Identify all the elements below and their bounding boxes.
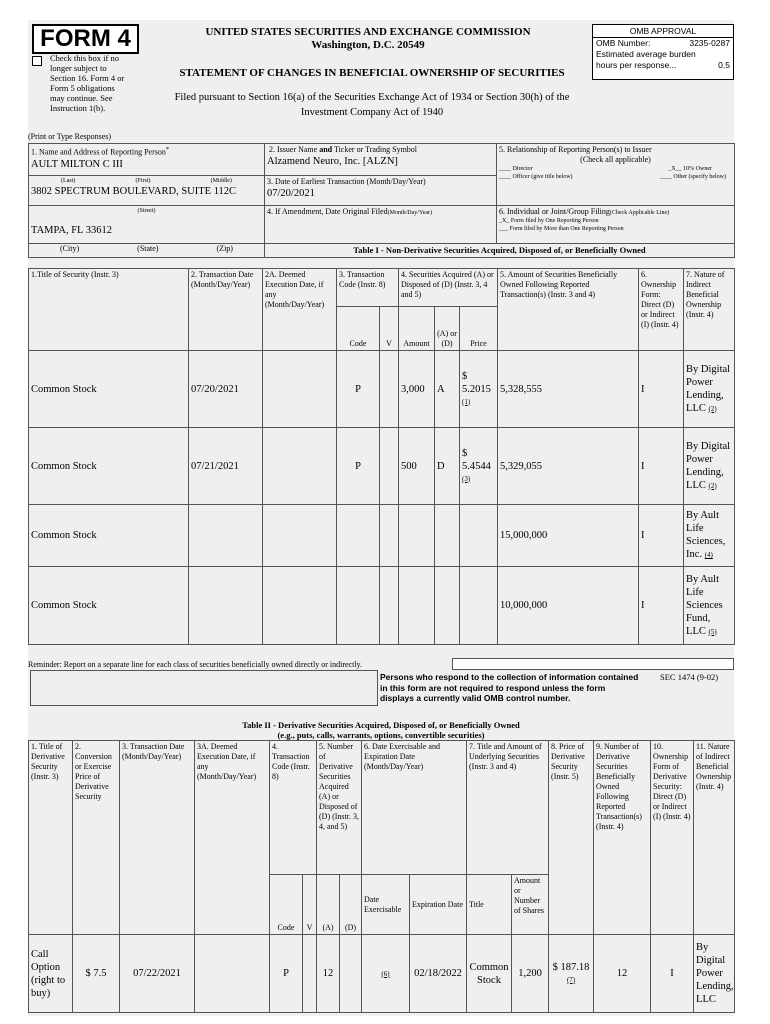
earliest-date-cell: 3. Date of Earliest Transaction (Month/Day/Year) 07/20/2021 bbox=[265, 176, 497, 206]
city-state-zip: TAMPA, FL 33612 bbox=[31, 225, 112, 236]
footnote-link[interactable]: (5) bbox=[708, 627, 717, 636]
t1-header-code: 3. Transaction Code (Instr. 8) bbox=[337, 269, 399, 307]
issuer-cell: 2. Issuer Name and Ticker or Trading Symbol Alzamend Neuro, Inc. [ALZN] bbox=[265, 144, 497, 176]
checkbox-text: Check this box if no longer subject to Section 16. Form 4 or Form 5 obligations may continue. See Instruction 1(b). bbox=[50, 53, 125, 113]
t1-header-owned: 5. Amount of Securities Beneficially Owned Following Reported Transaction(s) (Instr. 3 and 4) bbox=[498, 269, 639, 351]
address-cell: (Last) (First) (Middle) 3802 SPECTRUM BOULEVARD, SUITE 112C bbox=[29, 176, 265, 206]
reporting-info-table bbox=[28, 143, 735, 258]
filed-pursuant: Filed pursuant to Section 16(a) of the Securities Exchange Act of 1934 or Section 30(h) of the Investment Company Act of 1940 bbox=[174, 92, 570, 118]
reporting-person-name: AULT MILTON C III bbox=[31, 158, 123, 170]
footnote-link[interactable]: (6) bbox=[381, 969, 390, 978]
form-title: FORM 4 bbox=[32, 24, 139, 54]
relationship-cell: 5. Relationship of Reporting Person(s) to Issuer (Check all applicable) ____ Director _X__ 10% Owner ____ Officer (give title below) ____ Other (specify below) bbox=[497, 144, 735, 206]
reminder-box bbox=[452, 658, 734, 670]
reporting-person-cell: 1. Name and Address of Reporting Person* AULT MILTON C III bbox=[29, 144, 265, 176]
table-row: Common Stock 07/20/2021 P 3,000 A $ 5.2015 (1) 5,328,555 I By Digital Power Lending, LLC (2) bbox=[29, 351, 735, 428]
t1-header-form: 6. Ownership Form: Direct (D) or Indirect (I) (Instr. 4) bbox=[639, 269, 684, 351]
footnote-link[interactable]: (1) bbox=[462, 397, 471, 406]
table-row: Common Stock 07/21/2021 P 500 D $ 5.4544 (3) 5,329,055 I By Digital Power Lending, LLC (2) bbox=[29, 428, 735, 505]
sec-code: SEC 1474 (9-02) bbox=[660, 672, 719, 682]
blank-box bbox=[30, 670, 378, 706]
print-note: (Print or Type Responses) bbox=[28, 132, 112, 141]
footnote-link[interactable]: (2) bbox=[708, 404, 717, 413]
agency-header: UNITED STATES SECURITIES AND EXCHANGE COMMISSION Washington, D.C. 20549 bbox=[205, 26, 531, 51]
t1-header-acquired: 4. Securities Acquired (A) or Disposed of (D) (Instr. 3, 4 and 5) bbox=[399, 269, 498, 307]
no-longer-subject-checkbox[interactable] bbox=[32, 56, 42, 66]
reminder-text: Reminder: Report on a separate line for each class of securities beneficially owned directly or indirectly. bbox=[28, 660, 363, 669]
table-row: Common Stock 10,000,000 I By Ault Life Sciences Fund, LLC (5) bbox=[29, 567, 735, 645]
form-page bbox=[28, 20, 734, 1016]
street-address: 3802 SPECTRUM BOULEVARD, SUITE 112C bbox=[31, 186, 237, 197]
earliest-date: 07/20/2021 bbox=[267, 188, 315, 199]
statement-title: STATEMENT OF CHANGES IN BENEFICIAL OWNERSHIP OF SECURITIES bbox=[179, 67, 565, 79]
filing-cell: 6. Individual or Joint/Group Filing(Check Applicable Line) _X_ Form filed by One Reporting Person ___ Form filed by More than One Reporting Person bbox=[497, 206, 735, 244]
amendment-cell: 4. If Amendment, Date Original Filed(Month/Day/Year) bbox=[265, 206, 497, 244]
city-labels: (City) (State) (Zip) bbox=[29, 244, 265, 258]
omb-approval-box: OMB APPROVAL OMB Number: 3235-0287 Estimated average burden hours per response... 0.5 bbox=[592, 24, 734, 80]
table2-derivative: 1. Title of Derivative Security (Instr. 3) 2. Conversion or Exercise Price of Derivative Security 3. Transaction Date (Month/Day/Year) 3A. Deemed Execution Date, if any (Month/Day/Year) 4. Transaction Code (Instr. 8) 5. Number of Derivative Securities Acquired (A) or Disposed of (D) (Instr. 3, 4, and 5) 6. Date Exercisable and Expiration Date (Month/Day/Year) 7. Title and Amount of Underlying Securities (Instr. 3 and 4) 8. Price of Derivative Security (Instr. 5) 9. Number of Derivative Securities Beneficially Owned Following Reported Transaction(s) (Instr. 4) 10. Ownership Form of Derivative Security: Direct (D) or Indirect (I) (Instr. 4) 11. Nature of Indirect Beneficial Ownership (Instr. 4) Code V (A) (D) Date Exercisable Expiration Date Title Amount or Number of Shares Call Option (right to buy) $ 7.5 07/22/2021 P 12 (6) 02/18/2022 Common Stock 1,200 $ 187.18 (7) 12 I By Digital Power Lending, LLC bbox=[28, 740, 735, 1013]
t1-header-nature: 7. Nature of Indirect Beneficial Ownership (Instr. 4) bbox=[684, 269, 735, 351]
t1-header-title: 1.Title of Security (Instr. 3) bbox=[29, 269, 189, 351]
footnote-link[interactable]: (4) bbox=[704, 551, 713, 559]
t1-header-date: 2. Transaction Date (Month/Day/Year) bbox=[189, 269, 263, 351]
t1-header-deemed: 2A. Deemed Execution Date, if any (Month/Day/Year) bbox=[263, 269, 337, 351]
city-cell: (Street) TAMPA, FL 33612 bbox=[29, 206, 265, 244]
table-row: Call Option (right to buy) $ 7.5 07/22/2021 P 12 (6) 02/18/2022 Common Stock 1,200 $ 187.18 (7) 12 I By Digital Power Lending, LLC bbox=[29, 935, 735, 1013]
issuer-name: Alzamend Neuro, Inc. [ALZN] bbox=[267, 156, 398, 167]
table1-non-derivative: 1.Title of Security (Instr. 3) 2. Transaction Date (Month/Day/Year) 2A. Deemed Execution Date, if any (Month/Day/Year) 3. Transaction Code (Instr. 8) 4. Securities Acquired (A) or Disposed of (D) (Instr. 3, 4 and 5) 5. Amount of Securities Beneficially Owned Following Reported Transaction(s) (Instr. 3 and 4) 6. Ownership Form: Direct (D) or Indirect (I) (Instr. 4) 7. Nature of Indirect Beneficial Ownership (Instr. 4) Code V Amount (A) or (D) Price Common Stock 07/20/2021 P 3,000 A $ 5.2015 (1) 5,328,555 I By Digital Power Lending, LLC (2) Common Stock 07/21/2021 P 500 D $ 5.4544 (3) 5,329,055 I By Digital Power Lending, LLC (2) Common Stock 15,000,000 I By Ault Life Sciences, Inc. (4) Common Stock 10,000,000 I By Ault Life Sciences Fund, LLC (5) bbox=[28, 268, 735, 645]
persons-notice: Persons who respond to the collection of information contained in this form are not required to respond unless the form displays a currently valid OMB control number. bbox=[380, 672, 639, 703]
footnote-link[interactable]: (3) bbox=[462, 474, 471, 483]
footnote-link[interactable]: (7) bbox=[566, 975, 576, 984]
table2-title: Table II - Derivative Securities Acquired, Disposed of, or Beneficially Owned (e.g., puts, calls, warrants, options, convertible securities) bbox=[242, 720, 520, 740]
table-row: Common Stock 15,000,000 I By Ault Life Sciences, Inc. (4) bbox=[29, 505, 735, 567]
table1-title: Table I - Non-Derivative Securities Acquired, Disposed of, or Beneficially Owned bbox=[265, 244, 735, 258]
footnote-link[interactable]: (2) bbox=[708, 481, 717, 490]
